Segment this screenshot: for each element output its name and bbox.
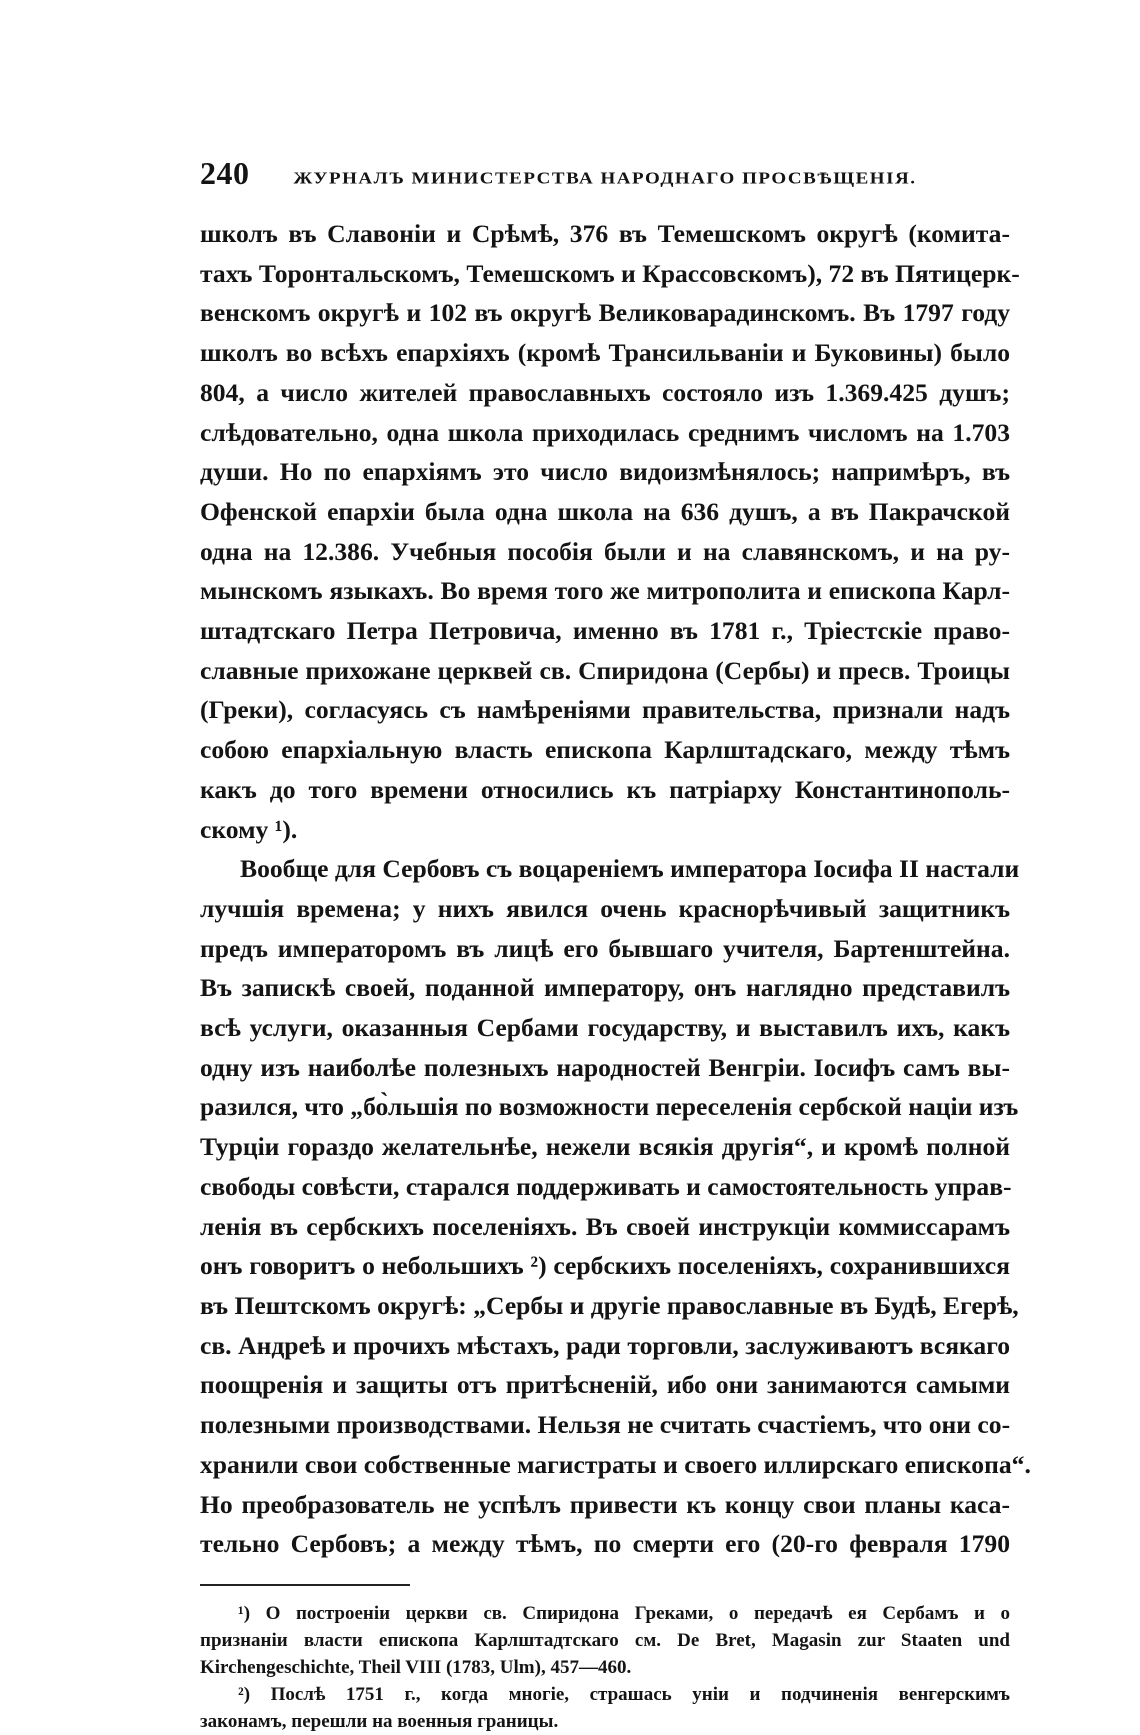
text-line: собою епархіальную власть епископа Карлштадскаго, между тѣмъ	[200, 735, 1010, 765]
text-line: слѣдовательно, одна школа приходилась среднимъ числомъ на 1.703	[200, 417, 1010, 447]
footnote-1	[200, 1600, 1010, 1681]
text-line: поощренія и защиты отъ притѣсненій, ибо они занимаются самыми	[200, 1370, 1010, 1400]
paragraph-2	[200, 849, 1031, 1564]
footnote-2	[200, 1681, 1010, 1735]
text-line: Офенской епархіи была одна школа на 636 душъ, а въ Пакрачской	[200, 496, 1010, 526]
text-line: 804, а число жителей православныхъ состояло изъ 1.369.425 душъ;	[200, 377, 1010, 407]
text-line: свободы совѣсти, старался поддерживать и самостоятельность управ-	[200, 1171, 1012, 1201]
page-header	[200, 155, 1010, 192]
text-line: полезными производствами. Нельзя не считать счастіемъ, что они со-	[200, 1410, 1011, 1440]
text-line: какъ до того времени относились къ патріарху Константинополь-	[200, 774, 1010, 804]
text-line: школъ въ Славоніи и Срѣмѣ, 376 въ Темешскомъ округѣ (комита-	[200, 219, 1010, 248]
text-line: одна на 12.386. Учебныя пособія были и на славянскомъ, и на ру-	[200, 536, 1010, 566]
text-line: св. Андреѣ и прочихъ мѣстахъ, ради торговли, заслуживаютъ всякаго	[200, 1330, 1010, 1360]
text-line: тельно Сербовъ; а между тѣмъ, по смерти его (20-го февраля 1790	[200, 1529, 1010, 1559]
text-line: хранили свои собственные магистраты и своего иллирскаго епископа“.	[200, 1449, 1031, 1479]
footnote-line: ¹) О построеніи церкви св. Спиридона Греками, о передачѣ ея Сербамъ и о	[238, 1602, 1010, 1624]
body-text	[200, 214, 1031, 1564]
text-line: венскомъ округѣ и 102 въ округѣ Великоварадинскомъ. Въ 1797 году	[200, 298, 1010, 328]
text-line: лучшія времена; у нихъ явился очень краснорѣчивый защитникъ	[200, 893, 1010, 923]
text-line: одну изъ наиболѣе полезныхъ народностей Венгріи. Іосифъ самъ вы-	[200, 1052, 1010, 1082]
running-head: ЖУРНАЛЪ МИНИСТЕРСТВА НАРОДНАГО ПРОСВѢЩЕНІЯ.	[293, 169, 917, 188]
text-line: души. Но по епархіямъ это число видоизмѣнялось; напримѣръ, въ	[200, 457, 1010, 487]
page-number: 240	[200, 155, 250, 191]
text-line: предъ императоромъ въ лицѣ его бывшаго учителя, Бартенштейна.	[200, 933, 1010, 963]
text-line: въ Пештскомъ округѣ: „Сербы и другіе православные въ Будѣ, Егерѣ,	[200, 1290, 1019, 1320]
text-line: ленія въ сербскихъ поселеніяхъ. Въ своей инструкціи коммиссарамъ	[200, 1211, 1010, 1241]
text-line: Но преобразователь не успѣлъ привести къ концу свои планы каса-	[200, 1489, 1010, 1519]
text-line: всѣ услуги, оказанныя Сербами государству, и выставилъ ихъ, какъ	[200, 1013, 1010, 1043]
paragraph-1	[200, 214, 1020, 849]
text-line: онъ говоритъ о небольшихъ ²) сербскихъ поселеніяхъ, сохранившихся	[200, 1251, 1010, 1281]
text-line: разился, что „бо̀льшія по возможности переселенія сербской націи изъ	[200, 1092, 1019, 1122]
text-line: мынскомъ языкахъ. Во время того же митрополита и епископа Карл-	[200, 576, 1010, 606]
footnote-line: признаніи власти епископа Карлштадтскаго см. De Bret, Magasin zur Staaten und	[200, 1629, 1010, 1651]
text-line: славные прихожане церквей св. Спиридона (Сербы) и пресв. Троицы	[200, 655, 1010, 685]
text-line: школъ во всѣхъ епархіяхъ (кромѣ Трансильваніи и Буковины) было	[200, 338, 1010, 368]
text-line: Вообще для Сербовъ съ воцареніемъ императора Іосифа II настали	[240, 854, 1020, 884]
footnote-line: ²) Послѣ 1751 г., когда многіе, страшась уніи и подчиненія венгерскимъ	[238, 1683, 1010, 1705]
text-line: скому ¹).	[200, 814, 298, 844]
text-line: Въ запискѣ своей, поданной императору, онъ наглядно представилъ	[200, 973, 1010, 1003]
text-line: Турціи гораздо желательнѣе, нежели всякія другія“, и кромѣ полной	[200, 1132, 1010, 1162]
footnote-divider	[200, 1584, 410, 1586]
text-line: штадтскаго Петра Петровича, именно въ 1781 г., Тріестскіе право-	[200, 616, 1010, 646]
footnotes	[200, 1600, 1010, 1735]
footnote-line: Kirchengeschichte, Theil VIII (1783, Ulm), 457—460.	[200, 1656, 632, 1678]
text-line: (Греки), согласуясь съ намѣреніями правительства, признали надъ	[200, 695, 1010, 725]
footnote-line: законамъ, перешли на военныя границы.	[200, 1710, 559, 1732]
text-line: тахъ Торонтальскомъ, Темешскомъ и Крассовскомъ), 72 въ Пятицерк-	[200, 258, 1020, 288]
